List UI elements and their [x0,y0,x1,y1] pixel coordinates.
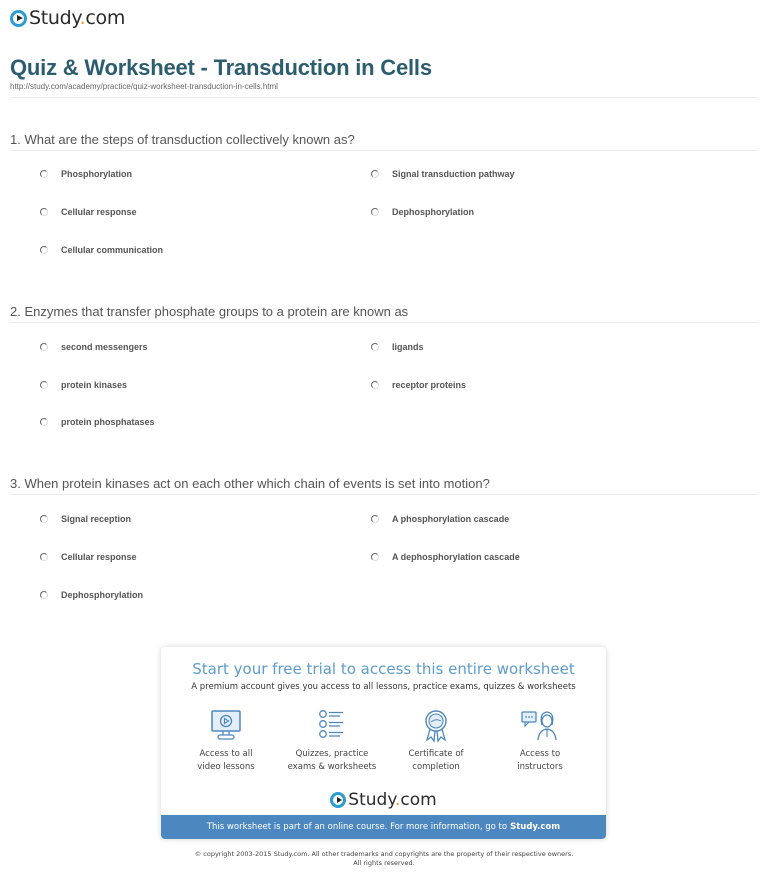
question-3-title: 3. When protein kinases act on each other which chain of events is set into motion? [10,476,490,491]
logo-text: Study.com [348,790,437,810]
promo-heading[interactable]: Start your free trial to access this entire worksheet [192,660,575,678]
certificate-ribbon-icon [419,709,453,743]
question-1-option-a[interactable]: Phosphorylation [40,169,132,179]
radio-button[interactable] [371,208,379,216]
radio-button[interactable] [40,381,48,389]
radio-button[interactable] [40,591,48,599]
question-1-option-e[interactable]: Cellular communication [40,245,163,255]
copyright-footer: © copyright 2003-2015 Study.com. All other trademarks and copyrights are the property of their respective owners. All rights reserved. [194,850,574,867]
study-link[interactable]: Study.com [510,822,561,832]
question-3-option-c[interactable]: Cellular response [40,552,137,562]
question-2-option-d[interactable]: receptor proteins [371,380,466,390]
study-logo[interactable] [10,7,125,29]
feature-certificate: Certificate of completion [381,709,491,774]
page-url: http://study.com/academy/practice/quiz-worksheet-transduction-in-cells.html [10,82,278,91]
video-monitor-icon [209,709,243,741]
radio-button[interactable] [40,208,48,216]
question-1-option-d[interactable]: Dephosphorylation [371,207,474,217]
divider [10,150,758,151]
logo-text: Study.com [29,7,126,29]
radio-button[interactable] [40,418,48,426]
radio-button[interactable] [40,170,48,178]
promo-study-logo[interactable] [161,790,606,810]
instructor-chat-icon [520,709,560,741]
question-3-option-b[interactable]: A phosphorylation cascade [371,514,509,524]
question-3-option-a[interactable]: Signal reception [40,514,131,524]
question-2-option-a[interactable]: second messengers [40,342,148,352]
radio-button[interactable] [40,246,48,254]
radio-button[interactable] [371,343,379,351]
play-logo-icon [330,792,346,808]
feature-quizzes: Quizzes, practice exams & worksheets [277,709,387,774]
free-trial-promo [161,647,606,839]
radio-button[interactable] [371,381,379,389]
divider [10,494,758,495]
divider [10,97,758,98]
question-2-option-c[interactable]: protein kinases [40,380,127,390]
question-2-title: 2. Enzymes that transfer phosphate groups to a protein are known as [10,304,409,319]
radio-button[interactable] [371,553,379,561]
question-1-option-c[interactable]: Cellular response [40,207,137,217]
radio-button[interactable] [40,515,48,523]
list-icon [315,709,349,741]
question-1-option-b[interactable]: Signal transduction pathway [371,169,515,179]
radio-button[interactable] [371,515,379,523]
question-3-option-d[interactable]: A dephosphorylation cascade [371,552,520,562]
play-logo-icon [10,10,27,27]
question-2-option-e[interactable]: protein phosphatases [40,417,155,427]
promo-subheading: A premium account gives you access to all lessons, practice exams, quizzes & worksheets [191,682,576,692]
radio-button[interactable] [40,553,48,561]
radio-button[interactable] [371,170,379,178]
page-title: Quiz & Worksheet - Transduction in Cells [10,55,432,80]
divider [10,322,758,323]
question-2-option-b[interactable]: ligands [371,342,424,352]
course-info-banner: This worksheet is part of an online course. For more information, go to Study.com [161,815,606,839]
question-3-option-e[interactable]: Dephosphorylation [40,590,143,600]
feature-video-lessons: Access to all video lessons [171,709,281,774]
question-1-title: 1. What are the steps of transduction collectively known as? [10,132,355,147]
radio-button[interactable] [40,343,48,351]
feature-instructors: Access to instructors [485,709,595,774]
